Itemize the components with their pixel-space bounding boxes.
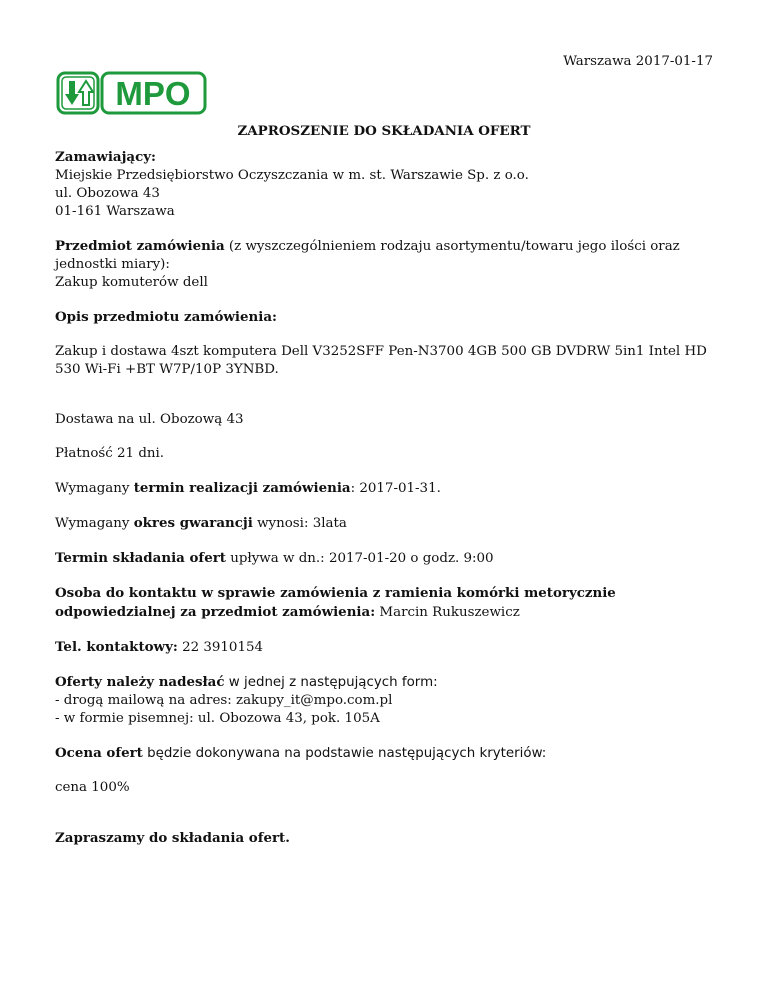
delivery-text: Dostawa na ul. Obozową 43 (55, 412, 244, 427)
ordering-party-label: Zamawiający: (55, 149, 156, 165)
closing-text: Zapraszamy do składania ofert. (55, 830, 290, 846)
description-text: Zakup i dostawa 4szt komputera Dell V3252SFF Pen-N3700 4GB 500 GB DVDRW 5in1 Intel HD 530 Wi-Fi +BT W7P/10P 3YNBD. (55, 344, 707, 377)
contact-person-line (55, 584, 715, 622)
realization-value: : 2017-01-31. (350, 481, 441, 496)
offer-submission-section (55, 673, 715, 728)
warranty-prefix: Wymagany (55, 516, 134, 531)
logo-text: MPO (115, 75, 191, 112)
evaluation-label: Ocena ofert (55, 745, 143, 761)
description-label-line (55, 308, 715, 327)
ordering-party-name: Miejskie Przedsiębiorstwo Oczyszczania w m. st. Warszawie Sp. z o.o. (55, 168, 529, 183)
offer-deadline-label: Termin składania ofert (55, 550, 226, 566)
document-title: ZAPROSZENIE DO SKŁADANIA OFERT (237, 123, 531, 139)
evaluation-criterion: cena 100% (55, 780, 130, 795)
ordering-party-city: 01-161 Warszawa (55, 204, 175, 219)
ordering-party-section (55, 148, 715, 221)
phone-label: Tel. kontaktowy: (55, 639, 178, 655)
contact-person-label: Osoba do kontaktu w sprawie zamówienia z ramienia komórki metorycznie odpowiedzialnej za przedmiot zamówienia: (55, 585, 616, 620)
offer-form-email: - drogą mailową na adres: zakupy_it@mpo.com.pl (55, 693, 393, 708)
realization-label: termin realizacji zamówienia (133, 480, 351, 496)
phone-line (55, 638, 715, 657)
warranty-line (55, 514, 715, 533)
offer-submission-value: w jednej z następujących form: (224, 675, 438, 690)
phone-value: 22 3910154 (177, 640, 264, 655)
realization-prefix: Wymagany (55, 481, 134, 496)
document-date: Warszawa 2017-01-17 (563, 54, 713, 69)
contact-person-value: Marcin Rukuszewicz (375, 605, 520, 620)
order-subject-section (55, 237, 715, 292)
description-label: Opis przedmiotu zamówienia: (55, 309, 277, 325)
payment-text: Płatność 21 dni. (55, 446, 165, 461)
realization-deadline (55, 479, 715, 498)
evaluation-value: będzie dokonywana na podstawie następujących kryteriów: (142, 746, 547, 761)
offer-deadline-value: upływa w dn.: 2017-01-20 o godz. 9:00 (225, 551, 494, 566)
order-subject-value: Zakup komuterów dell (55, 275, 208, 290)
order-subject-label: Przedmiot zamówienia (55, 238, 225, 254)
warranty-label: okres gwarancji (133, 515, 253, 531)
ordering-party-street: ul. Obozowa 43 (55, 186, 160, 201)
order-subject-desc: (z wyszczególnieniem rodzaju asortymentu/towaru jego ilości oraz jednostki miary): (55, 239, 680, 272)
warranty-value: wynosi: 3lata (252, 516, 347, 531)
evaluation-line (55, 744, 715, 763)
offer-deadline-line (55, 549, 715, 568)
offer-submission-label: Oferty należy nadesłać (55, 674, 225, 690)
mpo-logo (56, 71, 208, 115)
document-body (55, 148, 715, 863)
offer-form-paper: - w formie pisemnej: ul. Obozowa 43, pok. 105A (55, 711, 380, 726)
